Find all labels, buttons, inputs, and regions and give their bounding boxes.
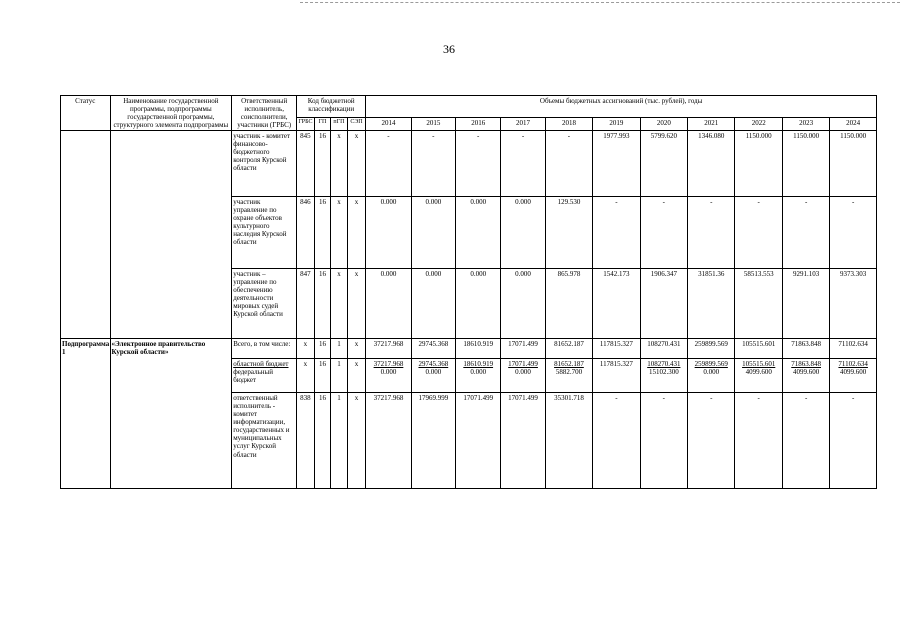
scan-edge-rule	[300, 2, 900, 3]
executor-cell: участник - комитет финансово-бюджетного контроля Курской области	[232, 131, 297, 197]
header-code-gp: ГП	[314, 118, 331, 131]
value-cell: 17071.499	[501, 339, 545, 359]
header-year: 2024	[830, 118, 877, 131]
value-cell: 1542.173	[593, 269, 640, 339]
code-cell: 838	[297, 393, 315, 489]
federal-value: 4099.600	[745, 368, 772, 377]
value-cell: 108270.431	[640, 339, 687, 359]
executor-cell	[232, 359, 297, 393]
table-row-subprogram-total	[61, 339, 877, 359]
executor-cell: участник управление по охране объектов культурного наследия Курской области	[232, 197, 297, 269]
code-cell: х	[331, 131, 348, 197]
regional-value: 37217.968	[373, 360, 404, 369]
code-cell: 1	[331, 339, 348, 359]
value-cell: 129.530	[545, 197, 592, 269]
value-cell-pair	[593, 359, 640, 393]
value-cell: -	[640, 393, 687, 489]
header-row-1	[61, 96, 877, 118]
federal-value: 5882.700	[555, 368, 583, 377]
executor-cell: ответственный исполнитель - комитет информатизации, государственных и муниципальных услуг Курской области	[232, 393, 297, 489]
federal-value: 0.000	[425, 368, 442, 377]
code-cell: 846	[297, 197, 315, 269]
header-code-pgp: пГП	[331, 118, 348, 131]
value-cell: -	[830, 197, 877, 269]
value-cell-pair	[501, 359, 545, 393]
regional-value: 17071.499	[508, 360, 538, 369]
header-code-sep: СЭП	[347, 118, 366, 131]
value-cell: 37217.968	[366, 393, 411, 489]
value-cell: -	[830, 393, 877, 489]
federal-value: 15102.300	[648, 368, 679, 377]
code-cell: 16	[314, 393, 331, 489]
value-cell: 29745.368	[411, 339, 455, 359]
value-cell: 0.000	[456, 197, 501, 269]
header-year: 2017	[501, 118, 545, 131]
value-cell: 37217.968	[366, 339, 411, 359]
value-cell: -	[688, 197, 735, 269]
header-year: 2023	[782, 118, 829, 131]
federal-value: 0.000	[470, 368, 487, 377]
header-year: 2016	[456, 118, 501, 131]
regional-value: 29745.368	[418, 360, 449, 369]
header-code-grbs: ГРБС	[297, 118, 315, 131]
header-year: 2018	[545, 118, 592, 131]
status-cell-empty	[61, 131, 111, 339]
value-cell: 1150.000	[782, 131, 829, 197]
value-cell: 18610.919	[456, 339, 501, 359]
regional-value: 105515.601	[742, 360, 776, 369]
code-cell: 1	[331, 359, 348, 393]
value-cell-pair	[411, 359, 455, 393]
regional-value: 71102.634	[838, 360, 868, 369]
code-cell: 847	[297, 269, 315, 339]
code-cell: х	[347, 359, 366, 393]
value-cell-pair	[830, 359, 877, 393]
value-cell: 0.000	[501, 197, 545, 269]
value-cell: -	[782, 197, 829, 269]
regional-value: 117815.327	[599, 360, 633, 369]
value-cell: 9291.103	[782, 269, 829, 339]
code-cell: 16	[314, 197, 331, 269]
value-cell: 0.000	[456, 269, 501, 339]
value-cell: 81652.187	[545, 339, 592, 359]
header-name: Наименование государственной программы, подпрограммы государственной программы, структурного элемента подпрограммы	[110, 96, 232, 131]
value-cell: 31851.36	[688, 269, 735, 339]
federal-budget-label: федеральный бюджет	[233, 368, 273, 385]
code-cell: х	[347, 339, 366, 359]
value-cell: 105515.601	[735, 339, 782, 359]
header-year: 2014	[366, 118, 411, 131]
federal-value: 4099.600	[840, 368, 867, 377]
value-cell: 58513.553	[735, 269, 782, 339]
value-cell: 1150.000	[735, 131, 782, 197]
value-cell: -	[456, 131, 501, 197]
code-cell: 16	[314, 359, 331, 393]
code-cell: 845	[297, 131, 315, 197]
value-cell: -	[545, 131, 592, 197]
header-budget-code: Код бюджетной классификации	[297, 96, 366, 118]
value-cell-pair	[640, 359, 687, 393]
regional-value: 81652.187	[554, 360, 584, 369]
value-cell: -	[593, 197, 640, 269]
value-cell: 1906.347	[640, 269, 687, 339]
value-cell: 5799.620	[640, 131, 687, 197]
value-cell: 259899.569	[688, 339, 735, 359]
value-cell: 1977.993	[593, 131, 640, 197]
value-cell: 865.978	[545, 269, 592, 339]
federal-value: 0.000	[703, 368, 720, 377]
value-cell: 17071.499	[456, 393, 501, 489]
header-year: 2019	[593, 118, 640, 131]
code-cell: 1	[331, 393, 348, 489]
value-cell: -	[366, 131, 411, 197]
value-cell-pair	[782, 359, 829, 393]
regional-value: 18610.919	[463, 360, 494, 369]
value-cell: -	[593, 393, 640, 489]
regional-budget-label: областной бюджет	[233, 360, 289, 369]
executor-cell: Всего, в том числе:	[232, 339, 297, 359]
subprogram-status: Подпрограмма 1	[61, 339, 111, 489]
value-cell: 1150.000	[830, 131, 877, 197]
value-cell: -	[640, 197, 687, 269]
federal-value: 0.000	[380, 368, 397, 377]
header-year: 2020	[640, 118, 687, 131]
header-volumes: Объемы бюджетных ассигнований (тыс. рублей), годы	[366, 96, 877, 118]
value-cell-pair	[688, 359, 735, 393]
header-status: Статус	[61, 96, 111, 131]
subprogram-name: «Электронное правительство Курской области»	[110, 339, 232, 489]
value-cell: 71863.848	[782, 339, 829, 359]
header-year: 2021	[688, 118, 735, 131]
code-cell: х	[347, 131, 366, 197]
code-cell: х	[331, 197, 348, 269]
regional-value: 259899.569	[694, 360, 728, 369]
value-cell-pair	[735, 359, 782, 393]
page-number: 36	[443, 42, 455, 56]
value-cell: 1346.080	[688, 131, 735, 197]
header-year: 2015	[411, 118, 455, 131]
code-cell: 16	[314, 269, 331, 339]
value-cell: 35301.718	[545, 393, 592, 489]
budget-table-wrapper	[60, 95, 877, 489]
code-cell: х	[331, 269, 348, 339]
budget-table	[60, 95, 877, 489]
value-cell: 117815.327	[593, 339, 640, 359]
value-cell: 0.000	[366, 197, 411, 269]
header-year: 2022	[735, 118, 782, 131]
code-cell: х	[347, 269, 366, 339]
table-row	[61, 131, 877, 197]
value-cell: 9373.303	[830, 269, 877, 339]
value-cell: 17071.499	[501, 393, 545, 489]
value-cell: -	[735, 393, 782, 489]
code-cell: х	[347, 197, 366, 269]
code-cell: х	[297, 339, 315, 359]
regional-value: 108270.431	[647, 360, 681, 369]
code-cell: 16	[314, 339, 331, 359]
code-cell: х	[297, 359, 315, 393]
value-cell: 0.000	[366, 269, 411, 339]
regional-value: 71863.848	[791, 360, 821, 369]
value-cell: -	[735, 197, 782, 269]
value-cell: -	[688, 393, 735, 489]
value-cell: 0.000	[411, 269, 455, 339]
federal-value: 4099.600	[793, 368, 820, 377]
code-cell: х	[347, 393, 366, 489]
value-cell: -	[501, 131, 545, 197]
code-cell: 16	[314, 131, 331, 197]
federal-value: 0.000	[515, 368, 531, 377]
value-cell-pair	[366, 359, 411, 393]
value-cell: 0.000	[411, 197, 455, 269]
value-cell: 0.000	[501, 269, 545, 339]
executor-cell: участник – управление по обеспечению деятельности мировых судей Курской области	[232, 269, 297, 339]
value-cell: 71102.634	[830, 339, 877, 359]
header-executor: Ответственный исполнитель, соисполнители, участники (ГРБС)	[232, 96, 297, 131]
value-cell-pair	[456, 359, 501, 393]
value-cell: -	[782, 393, 829, 489]
value-cell: 17969.999	[411, 393, 455, 489]
value-cell: -	[411, 131, 455, 197]
name-cell-empty	[110, 131, 232, 339]
value-cell-pair	[545, 359, 592, 393]
